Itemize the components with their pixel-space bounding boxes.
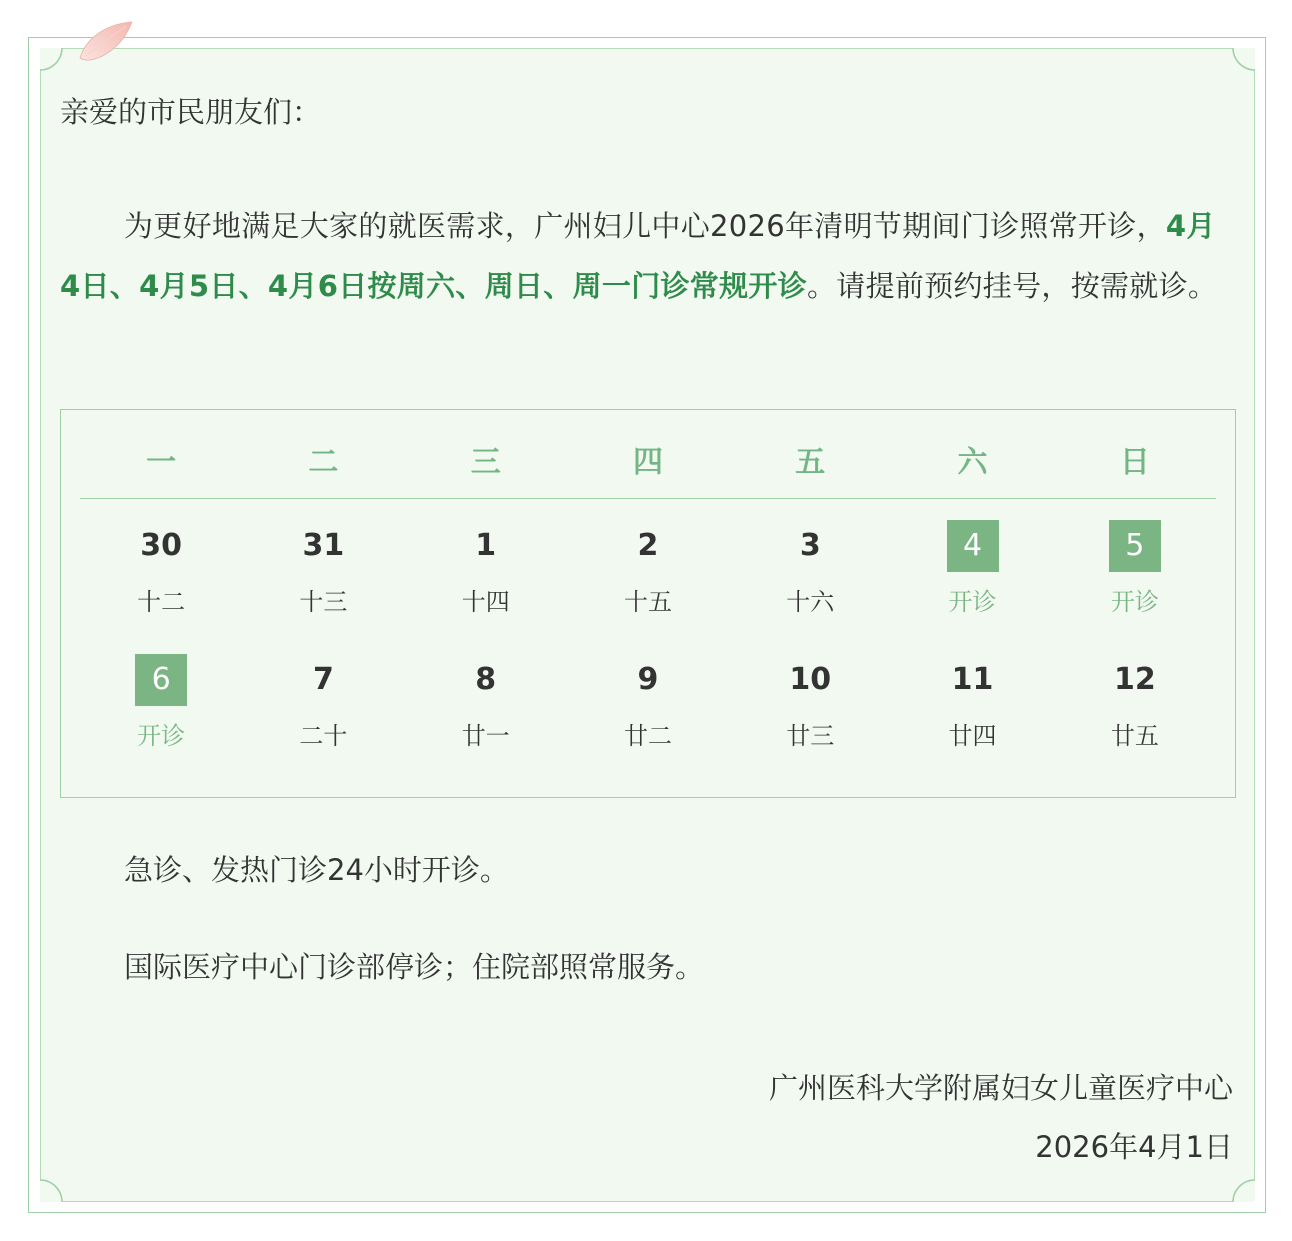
day-number: 31 [302, 528, 345, 563]
lunar-date: 十四 [461, 588, 510, 616]
day-number: 1 [475, 528, 497, 563]
calendar-day [242, 520, 404, 630]
day-number: 3 [799, 528, 821, 563]
day-number: 2 [637, 528, 659, 563]
calendar-day [405, 520, 567, 630]
calendar-day [1054, 654, 1216, 764]
calendar-week [80, 520, 1216, 630]
calendar-day [729, 654, 891, 764]
calendar-day-open [80, 654, 242, 764]
day-number-open: 5 [1109, 520, 1161, 572]
day-number: 11 [951, 662, 994, 697]
weekday-label: 日 [1119, 445, 1150, 480]
weekday-label: 五 [795, 445, 826, 480]
lunar-date: 十五 [623, 588, 672, 616]
lunar-date: 廿一 [461, 722, 510, 750]
day-number: 7 [312, 662, 334, 697]
calendar-day [729, 520, 891, 630]
calendar-day [242, 654, 404, 764]
weekday-header [80, 410, 1216, 499]
emergency-note: 急诊、发热门诊24小时开诊。 [124, 853, 509, 887]
petal-icon [76, 18, 138, 64]
calendar-day [891, 654, 1053, 764]
day-number: 30 [140, 528, 183, 563]
intro-text-after: 。请提前预约挂号，按需就诊。 [807, 269, 1218, 303]
intro-highlight: 4月4日、4月5日、4月6日按周六、周日、周一门诊常规开诊 [60, 209, 1216, 303]
day-number: 8 [475, 662, 497, 697]
open-label: 开诊 [1110, 588, 1159, 616]
weekday-label: 六 [957, 445, 988, 480]
international-center-note: 国际医疗中心门诊部停诊；住院部照常服务。 [124, 950, 705, 984]
calendar-day [405, 654, 567, 764]
calendar-day [567, 654, 729, 764]
day-number-open: 4 [947, 520, 999, 572]
open-label: 开诊 [948, 588, 997, 616]
day-number-open: 6 [135, 654, 187, 706]
notice-card [40, 48, 1255, 1202]
weekday-label: 四 [632, 445, 663, 480]
day-number: 12 [1113, 662, 1156, 697]
lunar-date: 十三 [299, 588, 348, 616]
greeting: 亲爱的市民朋友们： [60, 95, 322, 129]
signature-date: 2026年4月1日 [1035, 1130, 1233, 1164]
day-number: 9 [637, 662, 659, 697]
calendar-day [80, 520, 242, 630]
lunar-date: 二十 [299, 722, 348, 750]
signature-org: 广州医科大学附属妇女儿童医疗中心 [768, 1071, 1233, 1105]
intro-text-before: 为更好地满足大家的就医需求，广州妇儿中心2026年清明节期间门诊照常开诊， [124, 209, 1166, 243]
calendar-day [567, 520, 729, 630]
day-number: 10 [789, 662, 832, 697]
lunar-date: 廿五 [1110, 722, 1159, 750]
lunar-date: 廿四 [948, 722, 997, 750]
intro-paragraph [60, 196, 1235, 316]
weekday-label: 三 [470, 445, 501, 480]
calendar-day-open [891, 520, 1053, 630]
calendar [60, 409, 1236, 798]
weekday-label: 一 [146, 445, 177, 480]
lunar-date: 十六 [786, 588, 835, 616]
lunar-date: 廿三 [786, 722, 835, 750]
open-label: 开诊 [137, 722, 186, 750]
lunar-date: 十二 [137, 588, 186, 616]
weekday-label: 二 [308, 445, 339, 480]
lunar-date: 廿二 [623, 722, 672, 750]
calendar-day-open [1054, 520, 1216, 630]
calendar-week [80, 654, 1216, 764]
